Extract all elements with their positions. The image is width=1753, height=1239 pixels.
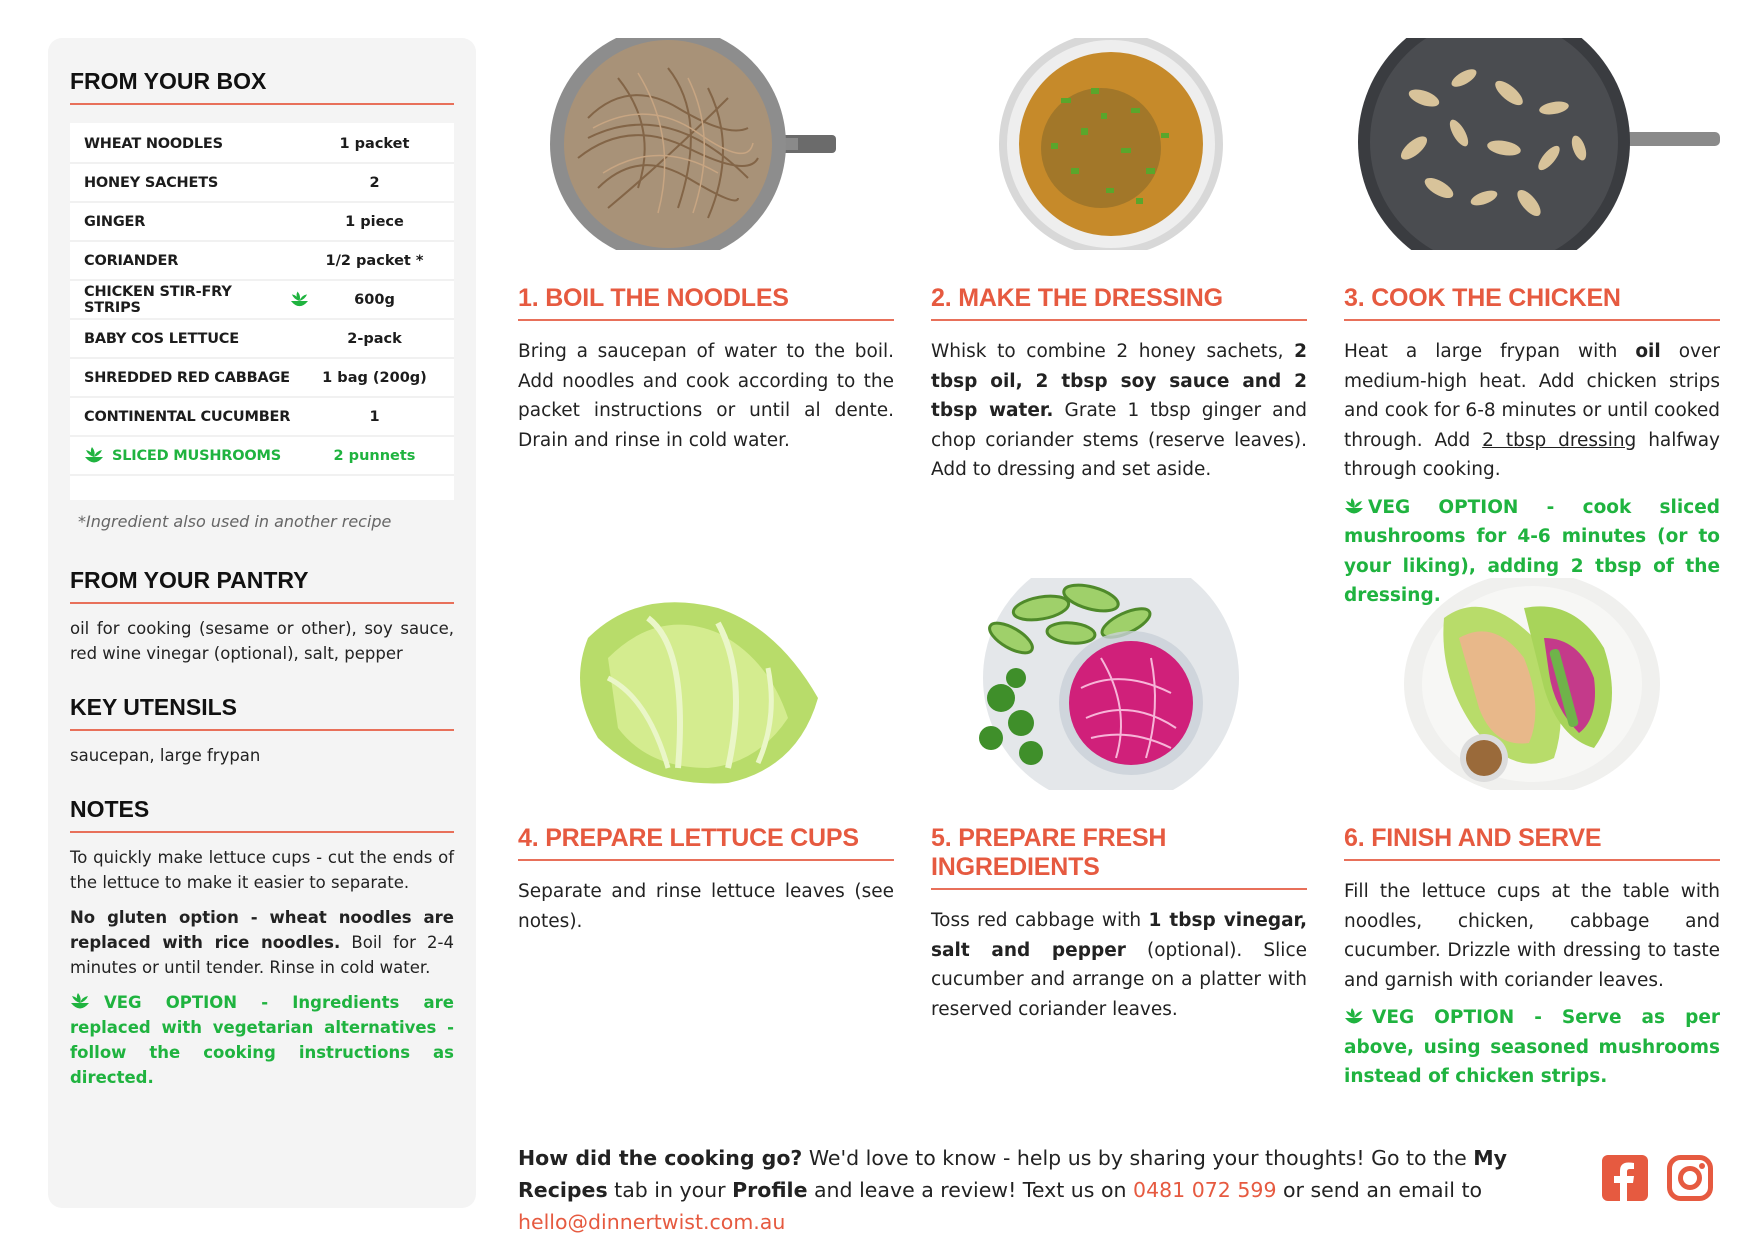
ingredient-name: HONEY SACHETS <box>84 174 219 191</box>
step-body-bold: 1 tbsp vinegar, salt and pepper <box>931 910 1307 961</box>
ingredient-name-with-icon <box>84 284 309 316</box>
fresh-ingredients-photo <box>931 578 1307 790</box>
dressing-photo <box>931 38 1307 250</box>
instagram-icon[interactable] <box>1667 1155 1713 1201</box>
step-title: 1. BOIL THE NOODLES <box>518 284 894 321</box>
utensils-section <box>70 694 454 768</box>
ingredients-sidebar <box>48 38 476 1208</box>
step-title: 6. FINISH AND SERVE <box>1344 824 1720 861</box>
ingredient-row <box>70 125 454 164</box>
from-box-title: FROM YOUR BOX <box>70 68 454 105</box>
no-gluten-text: Boil for 2-4 minutes or until tender. Rinse in cold water. <box>70 933 454 977</box>
notes-veg-option <box>70 990 454 1090</box>
review-footer <box>518 1142 1578 1238</box>
ingredient-row <box>70 281 454 320</box>
veg-option-text: VEG OPTION - Ingredients are replaced with vegetarian alternatives - follow the cooking instructions as directed. <box>70 993 454 1087</box>
ingredient-qty: 2 punnets <box>333 447 416 464</box>
ingredient-row <box>70 359 454 398</box>
step-body-text: Toss red cabbage with <box>931 910 1149 931</box>
step-body-bold: oil <box>1635 341 1661 362</box>
ingredient-name: GINGER <box>84 213 146 230</box>
step-body: Separate and rinse lettuce leaves (see notes). <box>518 881 894 932</box>
pantry-section <box>70 567 454 666</box>
footnote: *Ingredient also used in another recipe <box>78 512 392 531</box>
ingredient-row <box>70 398 454 437</box>
ingredient-row <box>70 203 454 242</box>
veg-option-text: VEG OPTION - cook sliced mushrooms for 4-6 minutes (or to your liking), adding 2 tbsp of the dressing. <box>1344 496 1720 606</box>
ingredient-name: CORIANDER <box>84 252 179 269</box>
utensils-text: saucepan, large frypan <box>70 746 261 765</box>
step-body-text: over medium-high heat. Add chicken strips and cook for 6-8 minutes or until cooked through. Add <box>1344 341 1720 451</box>
review-text <box>518 1142 1578 1238</box>
step-5 <box>931 578 1307 1024</box>
notes-text-1: To quickly make lettuce cups - cut the ends of the lettuce to make it easier to separate. <box>70 848 454 892</box>
step-title: 2. MAKE THE DRESSING <box>931 284 1307 321</box>
ingredient-name: WHEAT NOODLES <box>84 135 223 152</box>
ingredient-qty: 1 bag (200g) <box>322 369 427 386</box>
lettuce-photo <box>518 578 894 790</box>
ingredient-name: SHREDDED RED CABBAGE <box>84 369 290 386</box>
review-text-part: tab in your <box>607 1178 733 1202</box>
notes-title: NOTES <box>70 796 454 833</box>
review-question: How did the cooking go? <box>518 1146 803 1170</box>
step-body-text: Heat a large frypan with <box>1344 341 1636 362</box>
notes-text-2 <box>70 905 454 980</box>
phone-number[interactable]: 0481 072 599 <box>1133 1178 1277 1202</box>
review-text-part: and leave a review! Text us on <box>807 1178 1134 1202</box>
step-body: Bring a saucepan of water to the boil. Add noodles and cook according to the packet instructions or until al dente. Drain and rinse in cold water. <box>518 341 894 451</box>
veg-option-note <box>1344 1003 1720 1092</box>
step-body: Fill the lettuce cups at the table with noodles, chicken, cabbage and cucumber. Drizzle with dressing to taste and garnish with coriander leaves. <box>1344 881 1720 991</box>
step-body-underlined: 2 tbsp dressing <box>1482 429 1637 451</box>
step-body-text: (optional). Slice cucumber and arrange on a platter with reserved coriander leaves. <box>931 939 1307 1020</box>
my-recipes-label: My Recipes <box>518 1146 1508 1202</box>
ingredient-row-veg <box>70 437 454 476</box>
ingredient-row <box>70 164 454 203</box>
ingredient-qty: 600g <box>354 291 395 308</box>
step-title: 3. COOK THE CHICKEN <box>1344 284 1720 321</box>
ingredient-qty: 1 <box>369 408 380 425</box>
veg-leaf-icon <box>1344 1007 1364 1027</box>
lettuce-cups-photo <box>1344 578 1720 790</box>
veg-leaf-icon <box>290 290 309 310</box>
ingredient-name: BABY COS LETTUCE <box>84 330 239 347</box>
ingredient-qty: 1/2 packet * <box>325 252 424 269</box>
utensils-title: KEY UTENSILS <box>70 694 454 731</box>
facebook-icon[interactable] <box>1602 1155 1648 1201</box>
noodles-photo <box>518 38 894 250</box>
ingredient-name: SLICED MUSHROOMS <box>112 447 281 464</box>
notes-section <box>70 796 454 1090</box>
veg-leaf-icon <box>84 446 104 466</box>
pantry-title: FROM YOUR PANTRY <box>70 567 454 604</box>
ingredient-row <box>70 242 454 281</box>
veg-leaf-icon <box>70 992 90 1012</box>
step-2 <box>931 38 1307 485</box>
email-link[interactable]: hello@dinnertwist.com.au <box>518 1210 786 1234</box>
step-body-text: halfway through cooking. <box>1344 429 1721 480</box>
profile-label: Profile <box>732 1178 808 1202</box>
step-body-text: Grate 1 tbsp ginger and chop coriander stems (reserve leaves). Add to dressing and set aside. <box>931 400 1307 480</box>
ingredient-row <box>70 320 454 359</box>
ingredient-name: CONTINENTAL CUCUMBER <box>84 408 291 425</box>
box-ingredients-table <box>70 123 454 500</box>
step-4 <box>518 578 894 936</box>
ingredient-qty: 2 <box>369 174 380 191</box>
step-1 <box>518 38 894 455</box>
review-text-part: We'd love to know - help us by sharing your thoughts! Go to the <box>802 1146 1474 1170</box>
veg-option-text: VEG OPTION - Serve as per above, using seasoned mushrooms instead of chicken strips. <box>1344 1007 1720 1087</box>
ingredient-name: CHICKEN STIR-FRY STRIPS <box>84 283 232 316</box>
veg-leaf-icon <box>1344 497 1364 517</box>
ingredient-qty: 1 packet <box>339 135 410 152</box>
review-text-part: or send an email to <box>1276 1178 1483 1202</box>
no-gluten-label: No gluten option - wheat noodles are replaced with rice noodles. <box>70 908 454 952</box>
step-body <box>931 906 1307 1024</box>
ingredient-name-with-icon <box>84 446 309 466</box>
step-title: 4. PREPARE LETTUCE CUPS <box>518 824 894 861</box>
step-body <box>1344 337 1720 485</box>
step-body <box>931 337 1307 485</box>
step-body-bold: 2 tbsp oil, 2 tbsp soy sauce and 2 tbsp water. <box>931 341 1307 421</box>
step-3 <box>1344 38 1720 611</box>
ingredient-qty: 1 piece <box>345 213 404 230</box>
pantry-text: oil for cooking (sesame or other), soy sauce, red wine vinegar (optional), salt, pepper <box>70 619 454 663</box>
step-title: 5. PREPARE FRESH INGREDIENTS <box>931 824 1307 890</box>
step-6 <box>1344 578 1720 1092</box>
step-body-text: Whisk to combine 2 honey sachets, <box>931 341 1295 362</box>
ingredient-qty: 2-pack <box>347 330 402 347</box>
chicken-photo <box>1344 38 1720 250</box>
